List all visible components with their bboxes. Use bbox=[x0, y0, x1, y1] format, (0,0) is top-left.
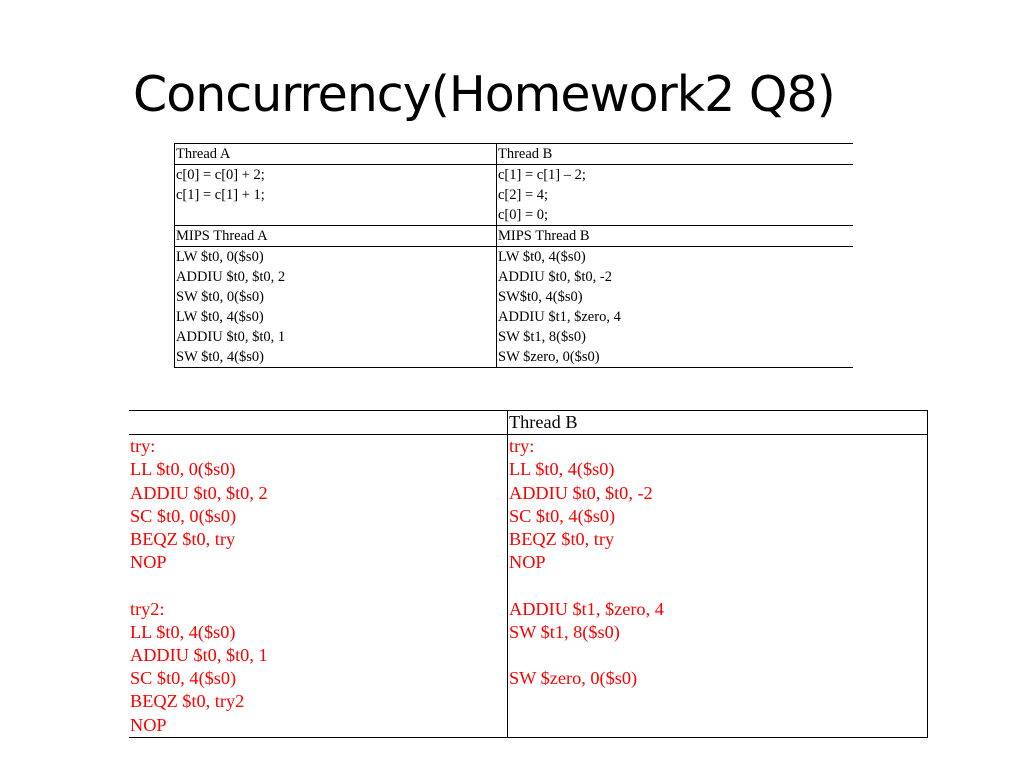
code-line: try2: bbox=[130, 598, 165, 619]
header-mips-thread-a: MIPS Thread A bbox=[175, 226, 497, 247]
code-line: BEQZ $t0, try2 bbox=[130, 691, 245, 712]
blank-line bbox=[509, 574, 926, 597]
slide-title: Concurrency(Homework2 Q8) bbox=[133, 66, 835, 123]
code-line: SC $t0, 4($s0) bbox=[130, 668, 237, 689]
mips-code-row bbox=[175, 247, 854, 368]
code-line: try: bbox=[130, 436, 156, 457]
code-line: LL $t0, 0($s0) bbox=[130, 459, 236, 480]
code-line: LW $t0, 0($s0) bbox=[176, 249, 264, 265]
blank-line bbox=[509, 644, 926, 667]
code-line: c[1] = c[1] + 1; bbox=[176, 187, 265, 203]
c-code-thread-b bbox=[497, 165, 854, 226]
code-line: LW $t0, 4($s0) bbox=[176, 309, 264, 325]
header-thread-b: Thread B bbox=[508, 411, 928, 435]
header-mips-thread-b: MIPS Thread B bbox=[497, 226, 854, 247]
code-line: try: bbox=[509, 436, 535, 457]
code-line: SW $t0, 4($s0) bbox=[176, 349, 264, 365]
code-line: SW $t1, 8($s0) bbox=[498, 329, 586, 345]
code-line: BEQZ $t0, try bbox=[130, 529, 236, 550]
code-line: c[0] = c[0] + 2; bbox=[176, 167, 265, 183]
code-line: LL $t0, 4($s0) bbox=[130, 621, 236, 642]
code-line: ADDIU $t0, $t0, -2 bbox=[498, 269, 612, 285]
c-code-row bbox=[175, 165, 854, 226]
code-line: c[2] = 4; bbox=[498, 187, 549, 203]
c-code-thread-a bbox=[175, 165, 497, 226]
code-line: BEQZ $t0, try bbox=[509, 529, 615, 550]
code-line: ADDIU $t0, $t0, 1 bbox=[176, 329, 286, 345]
code-line: ADDIU $t0, $t0, 2 bbox=[130, 482, 268, 503]
code-line: SC $t0, 0($s0) bbox=[130, 505, 237, 526]
code-line: SW$t0, 4($s0) bbox=[498, 289, 583, 305]
code-line: NOP bbox=[130, 714, 167, 735]
code-line: ADDIU $t1, $zero, 4 bbox=[509, 598, 664, 619]
table-header-row bbox=[175, 144, 854, 165]
ll-sc-thread-b bbox=[508, 435, 928, 738]
code-line: ADDIU $t0, $t0, -2 bbox=[509, 482, 653, 503]
code-line: SW $zero, 0($s0) bbox=[509, 668, 638, 689]
code-line: ADDIU $t0, $t0, 1 bbox=[130, 645, 268, 666]
c-and-mips-code-table bbox=[174, 143, 853, 368]
ll-sc-code-table bbox=[129, 410, 928, 738]
blank-line bbox=[130, 574, 506, 597]
code-line: SW $t0, 0($s0) bbox=[176, 289, 264, 305]
code-line: SC $t0, 4($s0) bbox=[509, 505, 616, 526]
ll-sc-thread-a bbox=[129, 435, 508, 738]
mips-code-thread-a bbox=[175, 247, 497, 368]
header-thread-b: Thread B bbox=[497, 144, 854, 165]
code-line: SW $t1, 8($s0) bbox=[509, 621, 620, 642]
code-line: c[0] = 0; bbox=[498, 207, 549, 223]
code-line: LW $t0, 4($s0) bbox=[498, 249, 586, 265]
header-empty-cell bbox=[129, 411, 508, 435]
code-line: SW $zero, 0($s0) bbox=[498, 349, 600, 365]
code-line: ADDIU $t0, $t0, 2 bbox=[176, 269, 286, 285]
header-thread-a: Thread A bbox=[175, 144, 497, 165]
table-header-row bbox=[129, 411, 928, 435]
code-line: c[1] = c[1] – 2; bbox=[498, 167, 586, 183]
code-line: ADDIU $t1, $zero, 4 bbox=[498, 309, 621, 325]
mips-code-thread-b bbox=[497, 247, 854, 368]
code-line: LL $t0, 4($s0) bbox=[509, 459, 615, 480]
code-line: NOP bbox=[509, 552, 546, 573]
code-line: NOP bbox=[130, 552, 167, 573]
ll-sc-code-row bbox=[129, 435, 928, 738]
mips-header-row bbox=[175, 226, 854, 247]
